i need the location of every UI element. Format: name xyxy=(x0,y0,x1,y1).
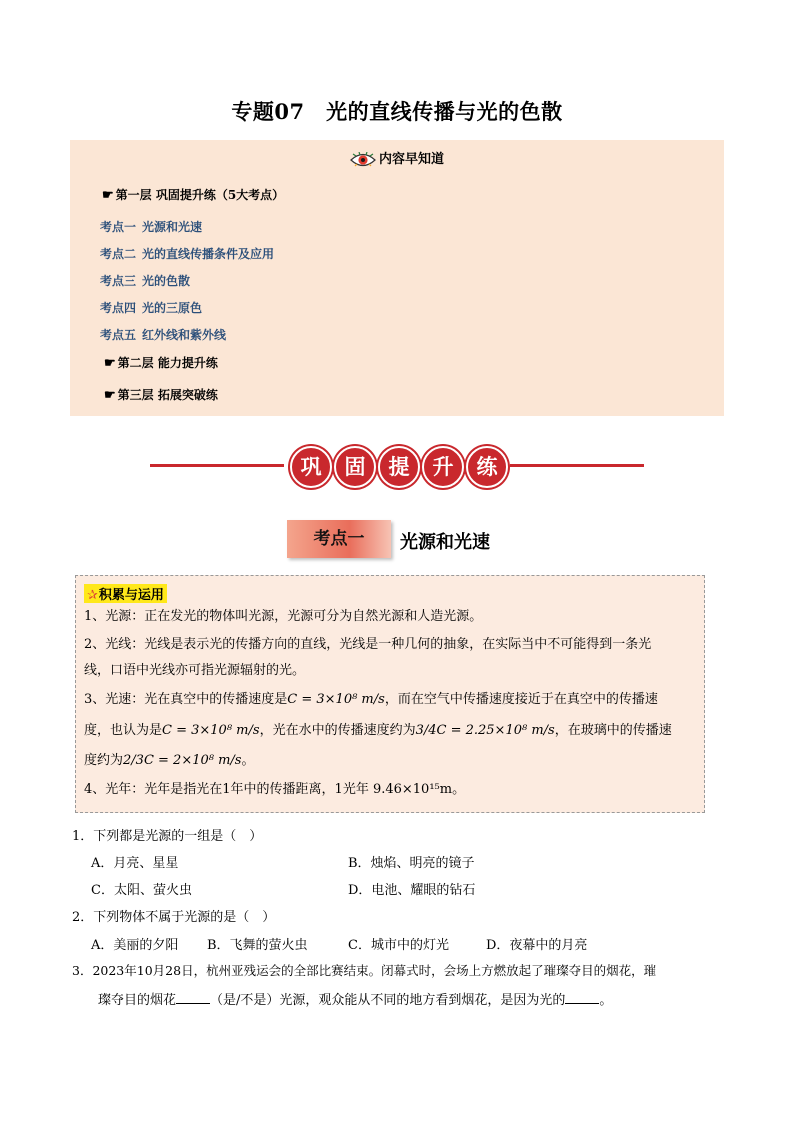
knowledge-line: 3、光速：光在真空中的传播速度是C = 3×10⁸ m/s，而在空气中传播速度接近于在真空中的传播速 xyxy=(84,692,658,707)
question-3-line2: 璨夺目的烟花 （是/不是）光源，观众能从不同的地方看到烟花，是因为光的 。 xyxy=(98,993,613,1008)
toc-layer-1[interactable]: ☛ 第一层 巩固提升练（5大考点） xyxy=(102,188,285,203)
knowledge-line: 度，也认为是C = 3×10⁸ m/s，光在水中的传播速度约为3/4C = 2.25×10⁸ m/s，在玻璃中的传播速 xyxy=(84,723,672,738)
option-1d[interactable]: D．电池、耀眼的钻石 xyxy=(348,883,476,898)
contents-overview-box xyxy=(70,140,724,416)
knowledge-line: 4、光年：光年是指光在1年中的传播距离，1光年 9.46×10¹⁵m。 xyxy=(84,782,466,797)
knowledge-line: 度约为2/3C = 2×10⁸ m/s。 xyxy=(84,753,255,768)
answer-blank[interactable] xyxy=(565,991,599,1004)
toc-layer-2[interactable]: ☛ 第二层 能力提升练 xyxy=(104,356,218,371)
option-2b[interactable]: B．飞舞的萤火虫 xyxy=(207,938,308,953)
banner-char: 固 xyxy=(334,446,376,488)
toc-point-4[interactable]: 考点四 光的三原色 xyxy=(100,301,203,315)
knowledge-line: 线，口语中光线亦可指光源辐射的光。 xyxy=(84,663,306,678)
knowledge-line: 2、光线：光线是表示光的传播方向的直线，光线是一种几何的抽象，在实际当中不可能得到一条光 xyxy=(84,637,652,652)
formula: C = 3×10⁸ m/s xyxy=(287,692,385,707)
answer-blank[interactable] xyxy=(176,991,210,1004)
toc-point-3[interactable]: 考点三 光的色散 xyxy=(100,274,191,288)
star-icon: ✰ xyxy=(87,588,98,603)
formula: C = 3×10⁸ m/s xyxy=(162,723,260,738)
option-2d[interactable]: D．夜幕中的月亮 xyxy=(486,938,588,953)
question-3: 3．2023年10月28日，杭州亚残运会的全部比赛结束。闭幕式时，会场上方燃放起了璀璨夺目的烟花，璀 xyxy=(72,963,657,978)
toc-layer-3[interactable]: ☛ 第三层 拓展突破练 xyxy=(104,388,218,403)
option-2a[interactable]: A．美丽的夕阳 xyxy=(91,938,179,953)
pointing-hand-icon: ☛ xyxy=(104,356,116,371)
toc-point-1[interactable]: 考点一 光源和光速 xyxy=(100,220,203,234)
contents-heading: 内容早知道 xyxy=(70,148,724,168)
option-1b[interactable]: B．烛焰、明亮的镜子 xyxy=(348,856,475,871)
eye-icon xyxy=(350,152,376,168)
option-2c[interactable]: C．城市中的灯光 xyxy=(348,938,449,953)
question-1: 1．下列都是光源的一组是（ ） xyxy=(72,829,263,844)
key-point-title: 光源和光速 xyxy=(400,532,490,553)
banner-char: 升 xyxy=(422,446,464,488)
pointing-hand-icon: ☛ xyxy=(104,388,116,403)
option-1c[interactable]: C．太阳、萤火虫 xyxy=(91,883,192,898)
toc-point-2[interactable]: 考点二 光的直线传播条件及应用 xyxy=(100,247,275,261)
formula: 3/4C = 2.25×10⁸ m/s xyxy=(415,723,555,738)
formula: 2/3C = 2×10⁸ m/s xyxy=(123,753,242,768)
banner-char: 练 xyxy=(466,446,508,488)
banner-line-left xyxy=(150,464,284,467)
toc-point-5[interactable]: 考点五 红外线和紫外线 xyxy=(100,328,227,342)
section-banner xyxy=(150,444,644,488)
knowledge-line: 1、光源：正在发光的物体叫光源，光源可分为自然光源和人造光源。 xyxy=(84,609,483,624)
page-title: 专题07 光的直线传播与光的色散 xyxy=(231,99,563,124)
banner-char: 巩 xyxy=(290,446,332,488)
option-1a[interactable]: A．月亮、星星 xyxy=(91,856,179,871)
knowledge-label: ✰积累与运用 xyxy=(84,584,167,603)
pointing-hand-icon: ☛ xyxy=(102,188,114,203)
banner-line-right xyxy=(510,464,644,467)
knowledge-box xyxy=(75,575,705,813)
key-point-tag: 考点一 xyxy=(287,520,391,558)
question-2: 2．下列物体不属于光源的是（ ） xyxy=(72,910,276,925)
banner-char: 提 xyxy=(378,446,420,488)
